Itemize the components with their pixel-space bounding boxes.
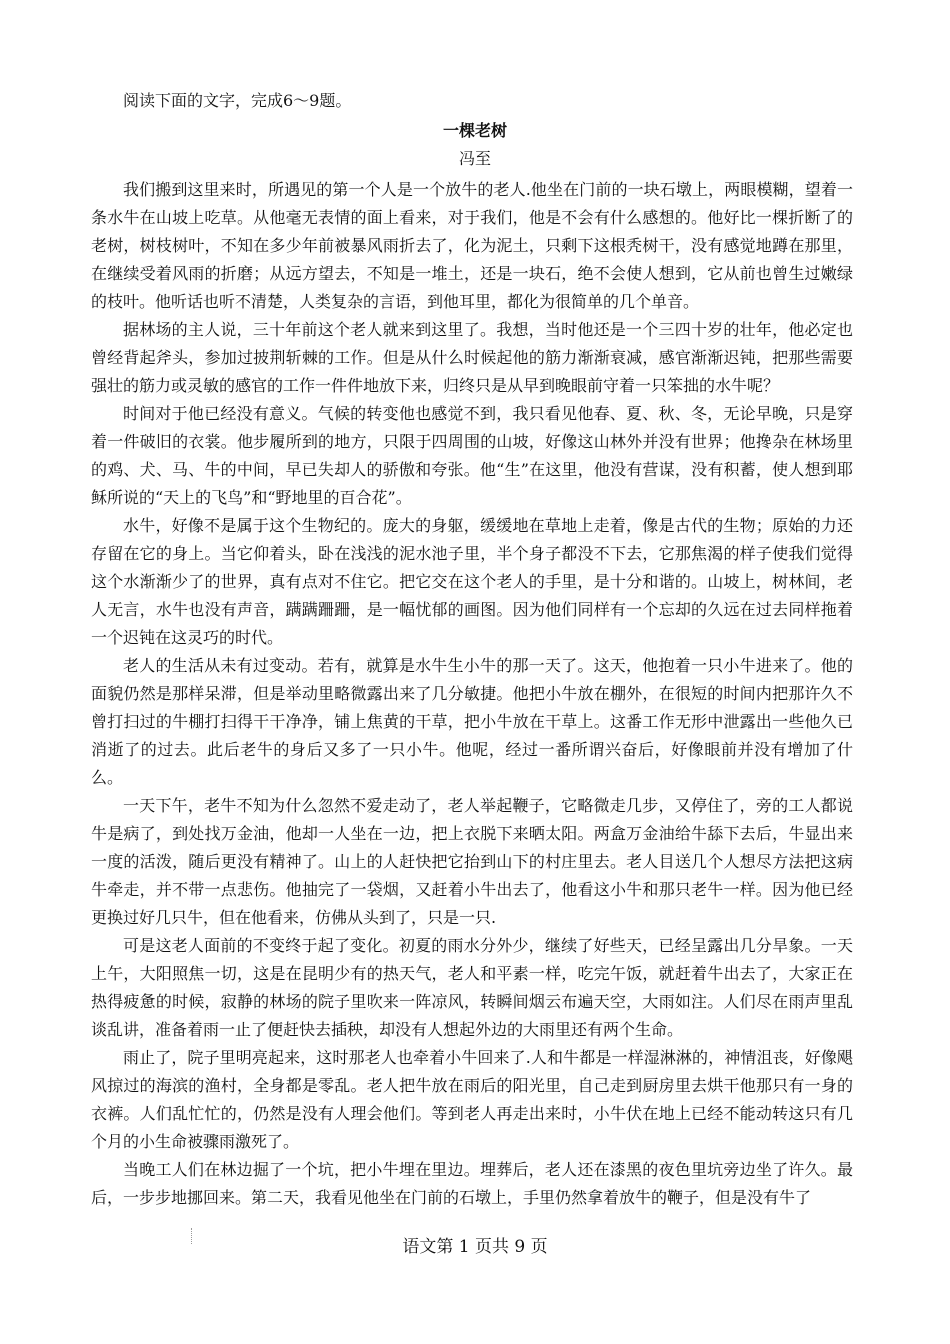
article-author: 冯至 — [458, 149, 491, 168]
paragraph: 可是这老人面前的不变终于起了变化。初夏的雨水分外少，继续了好些天，已经呈露出几分旱象。一天上午，大阳照焦一切，这是在昆明少有的热天气，老人和平素一样，吃完午饭，就赶着牛出去了，大家正在热得疲惫的时候，寂静的林场的院子里吹来一阵凉风，转瞬间烟云布遍天空，大雨如注。人们尽在雨声里乱谈乱讲，准备着雨一止了便赶快去插秧，却没有人想起外边的大雨里还有两个生命。 — [91, 936, 853, 1039]
paragraph: 老人的生活从未有过变动。若有，就算是水牛生小牛的那一天了。这天，他抱着一只小牛进来了。他的面貌仍然是那样呆滞，但是举动里略微露出来了几分敏捷。他把小牛放在棚外，在很短的时间内把那许久不曾打扫过的牛棚打扫得干干净净，铺上焦黄的干草，把小牛放在干草上。这番工作无形中泄露出一些他久已消逝了的过去。此后老牛的身后又多了一只小牛。他呢，经过一番所谓兴奋后，好像眼前并没有增加了什么。 — [91, 656, 853, 787]
reading-instructions: 阅读下面的文字，完成6～9题。 — [123, 91, 352, 110]
page-footer: 语文第 1 页共 9 页 — [402, 1237, 548, 1257]
paragraph: 雨止了，院子里明亮起来，这时那老人也牵着小牛回来了.人和牛都是一样湿淋淋的，神情沮丧，好像飓风掠过的海滨的渔村，全身都是零乱。老人把牛放在雨后的阳光里，自己走到厨房里去烘干他那只有一身的衣裤。人们乱忙忙的，仍然是没有人理会他们。等到老人再走出来时，小牛伏在地上已经不能动转这只有几个月的小生命被骤雨激死了。 — [91, 1048, 853, 1151]
paragraph: 当晚工人们在林边掘了一个坑，把小牛埋在里边。埋葬后，老人还在漆黑的夜色里坑旁边坐了许久。最后，一步步地挪回来。第二天，我看见他坐在门前的石墩上，手里仍然拿着放牛的鞭子，但是没有牛了 — [91, 1160, 853, 1207]
paragraph: 我们搬到这里来时，所遇见的第一个人是一个放牛的老人.他坐在门前的一块石墩上，两眼模糊，望着一条水牛在山坡上吃草。从他毫无表情的面上看来，对于我们，他是不会有什么感想的。他好比一棵折断了的老树，树枝树叶，不知在多少年前被暴风雨折去了，化为泥土，只剩下这根秃树干，没有感觉地蹲在那里，在继续受着风雨的折磨；从远方望去，不知是一堆土，还是一块石，绝不会使人想到，它从前也曾生过嫩绿的枝叶。他听话也听不清楚，人类复杂的言语，到他耳里，都化为很简单的几个单音。 — [91, 180, 853, 311]
paragraph: 水牛，好像不是属于这个生物纪的。庞大的身躯，缓缓地在草地上走着，像是古代的生物；原始的力还存留在它的身上。当它仰着头，卧在浅浅的泥水池子里，半个身子都没不下去，它那焦渴的样子使我们觉得这个水渐渐少了的世界，真有点对不住它。把它交在这个老人的手里，是十分和谐的。山坡上，树林间，老人无言，水牛也没有声音，蹒蹒跚跚，是一幅忧郁的画图。因为他们同样有一个忘却的久远在过去同样拖着一个迟钝在这灵巧的时代。 — [91, 516, 853, 647]
article-body — [91, 176, 853, 1212]
paragraph: 据林场的主人说，三十年前这个老人就来到这里了。我想，当时他还是一个三四十岁的壮年，他必定也曾经背起斧头，参加过披荆斩棘的工作。但是从什么时候起他的筋力渐渐衰减，感官渐渐迟钝，把那些需要强壮的筋力或灵敏的感官的工作一件件地放下来，归终只是从早到晚眼前守着一只笨拙的水牛呢？ — [91, 320, 853, 395]
paragraph: 一天下午，老牛不知为什么忽然不爱走动了，老人举起鞭子，它略微走几步，又停住了，旁的工人都说牛是病了，到处找万金油，他却一人坐在一边，把上衣脱下来晒太阳。两盒万金油给牛舔下去后，牛显出来一度的活泼，随后更没有精神了。山上的人赶快把它抬到山下的村庄里去。老人目送几个人想尽方法把这病牛牵走，并不带一点悲伤。他抽完了一袋烟，又赶着小牛出去了，他看这小牛和那只老牛一样。因为他已经更换过好几只牛，但在他看来，仿佛从头到了，只是一只. — [91, 796, 853, 927]
article-title: 一棵老树 — [442, 121, 507, 140]
paragraph: 时间对于他已经没有意义。气候的转变他也感觉不到，我只看见他春、夏、秋、冬，无论早晚，只是穿着一件破旧的衣裳。他步履所到的地方，只限于四周围的山坡，好像这山林外并没有世界；他搀杂在林场里的鸡、犬、马、牛的中间，早已失却人的骄傲和夸张。他“生”在这里，他没有营谋，没有积蓄，使人想到耶稣所说的“天上的飞鸟”和“野地里的百合花”。 — [91, 404, 853, 507]
